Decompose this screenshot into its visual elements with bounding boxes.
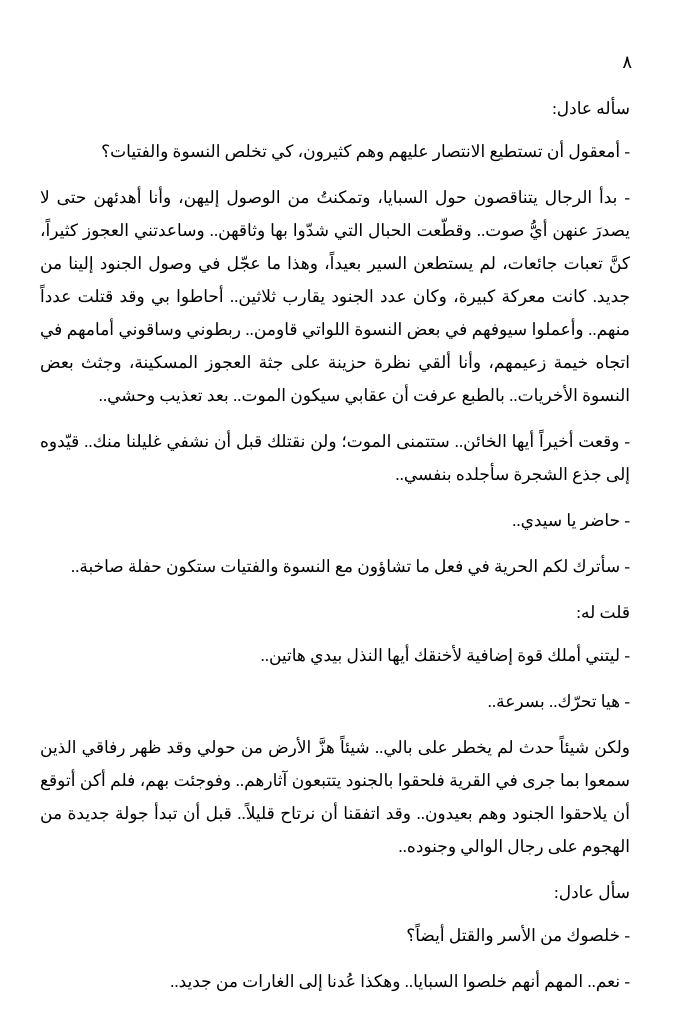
paragraph: - سأترك لكم الحرية في فعل ما تشاؤون مع النسوة والفتيات ستكون حفلة صاخبة.. (70, 557, 630, 576)
paragraph: - نعم.. المهم أنهم خلصوا السبايا.. وهكذا عُدنا إلى الغارات من جديد.. (170, 972, 630, 991)
body-text (40, 92, 630, 1011)
page-number: ٨ (622, 52, 632, 72)
paragraph: سأل عادل: (554, 883, 630, 902)
paragraph: - حاضر يا سيدي.. (512, 511, 630, 530)
paragraph: - أمعقول أن تستطيع الانتصار عليهم وهم كثيرون، كي تخلص النسوة والفتيات؟ (101, 142, 630, 161)
paragraph: - ليتني أملك قوة إضافية لأخنقك أيها النذل بيدي هاتين.. (260, 646, 630, 665)
paragraph: - بدأ الرجال يتناقصون حول السبايا، وتمكنتُ من الوصول إليهن، وأنا أهدئهن حتى لا يصدرَ عنهن أيُّ صوت.. وقطّعت الحبال التي شدّوا بها وثاقهن.. وساعدتني العجوز كثيراً، كنَّ تعبات جائعات، لم يستطعن السير بعيداً، وهذا ما عجّل في وصول الجنود إلينا من جديد. كانت معركة كبيرة، وكان عدد الجنود يقارب ثلاثين.. أحاطوا بي وقد قتلت عدداً منهم.. وأعملوا سيوفهم في بعض النسوة اللواتي قاومن.. ربطوني وساقوني أمامهم في اتجاه خيمة زعيمهم، وأنا ألقي نظرة حزينة على جثة العجوز المسكينة، وجثث بعض النسوة الأخريات.. بالطبع عرفت أن عقابي سيكون الموت.. بعد تعذيب وحشي.. (40, 188, 630, 405)
paragraph: - وقعت أخيراً أيها الخائن.. ستتمنى الموت؛ ولن نقتلك قبل أن نشفي غليلنا منك.. قيّدوه إلى جذع الشجرة سأجلده بنفسي.. (40, 432, 630, 484)
paragraph: - خلصوك من الأسر والقتل أيضاً؟ (406, 926, 630, 945)
paragraph: قلت له: (576, 603, 630, 622)
paragraph: ولكن شيئاً حدث لم يخطر على بالي.. شيئاً هزَّ الأرض من حولي وقد ظهر رفاقي الذين سمعوا بما جرى في القرية فلحقوا بالجنود يتتبعون آثارهم.. وفوجئت بهم، فلم أكن أتوقع أن يلاحقوا الجنود وهم بعيدون.. وقد اتفقنا أن نرتاح قليلاً.. قبل أن تبدأ جولة جديدة من الهجوم على رجال الوالي وجنوده.. (40, 738, 630, 856)
paragraph: - هيا تحرّك.. بسرعة.. (487, 692, 630, 711)
paragraph: سأله عادل: (552, 99, 630, 118)
